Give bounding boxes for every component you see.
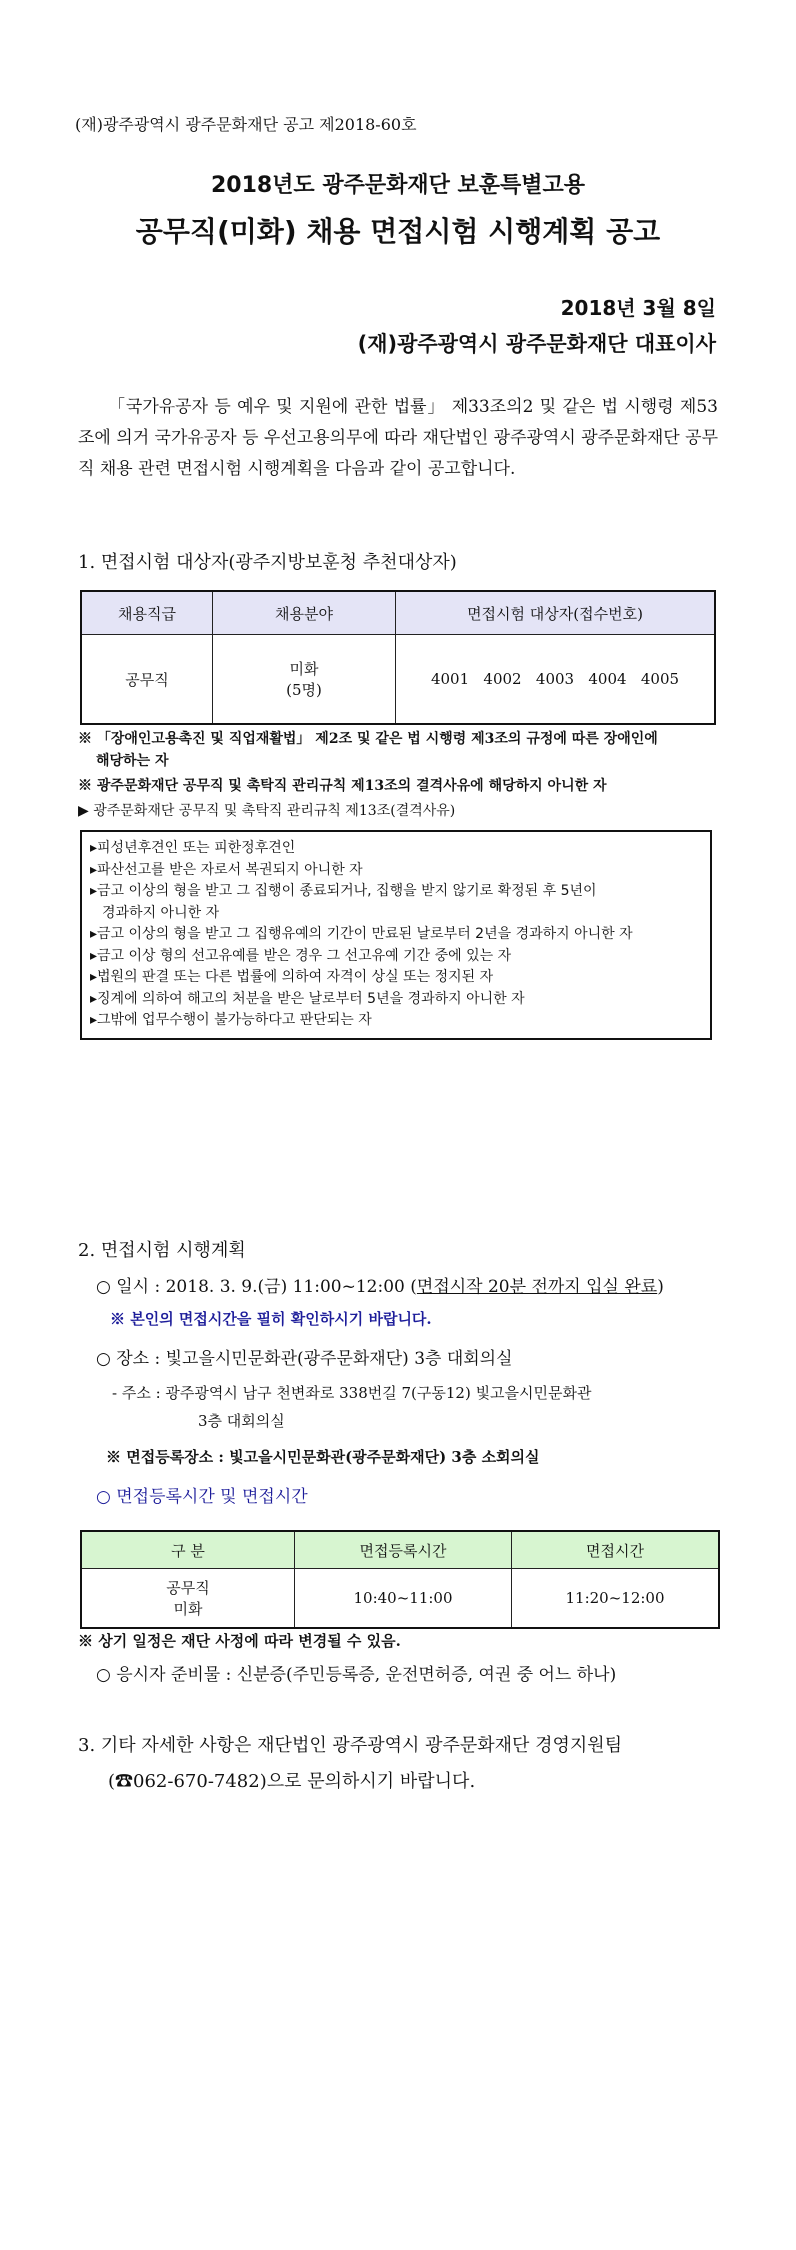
list-item: ▸금고 이상의 형을 받고 그 집행이 종료되거나, 집행을 받지 않기로 확정된 후 5년이 xyxy=(90,883,597,899)
candidates-table-header xyxy=(81,591,715,635)
schedule-prefix: ○ 일시 : 2018. 3. 9.(금) 11:00~12:00 ( xyxy=(96,1277,417,1297)
section-2-heading: 2. 면접시험 시행계획 xyxy=(78,1240,246,1261)
section-3-line-1: 3. 기타 자세한 사항은 재단법인 광주광역시 광주문화재단 경영지원팀 xyxy=(78,1735,623,1756)
header-category: 구 분 xyxy=(81,1531,295,1569)
schedule-note: ※ 본인의 면접시간을 필히 확인하시기 바랍니다. xyxy=(110,1310,432,1328)
section-3 xyxy=(78,1728,728,1800)
address-line-1: - 주소 : 광주광역시 남구 천변좌로 338번길 7(구동12) 빛고을시민문화관 xyxy=(112,1384,592,1402)
time-heading: ○ 면접등록시간 및 면접시간 xyxy=(96,1487,308,1507)
schedule-underlined: 면접시작 20분 전까지 입실 완료 xyxy=(416,1277,658,1297)
title-line-2: 공무직(미화) 채용 면접시험 시행계획 공고 xyxy=(135,215,661,248)
list-item: ▸법원의 판결 또는 다른 법률에 의하여 자격이 상실 또는 정지된 자 xyxy=(90,969,494,985)
title-line-1: 2018년도 광주문화재단 보훈특별고용 xyxy=(210,173,586,198)
note-disability: ※ 「장애인고용촉진 및 직업재활법」 제2조 및 같은 법 시행령 제3조의 규정에 따른 장애인에 xyxy=(78,731,658,747)
interview-time-table-header xyxy=(81,1531,719,1569)
intro-paragraph xyxy=(78,392,718,485)
disqualification-box xyxy=(80,830,712,1040)
section-3-line-2: (☎062-670-7482)으로 문의하시기 바랍니다. xyxy=(108,1771,476,1792)
header-field: 채용분야 xyxy=(213,591,396,635)
schedule-line xyxy=(96,1272,664,1297)
cell-registration-time: 10:40~11:00 xyxy=(295,1569,512,1629)
document-number: (재)광주광역시 광주문화재단 공고 제2018-60호 xyxy=(75,115,417,134)
list-item: ▸그밖에 업무수행이 불가능하다고 판단되는 자 xyxy=(90,1012,372,1028)
list-item: ▸징계에 의하여 해고의 처분을 받은 날로부터 5년을 경과하지 아니한 자 xyxy=(90,990,525,1007)
cell-candidates: 4001 4002 4003 4004 4005 xyxy=(396,635,716,725)
cell-interview-time: 11:20~12:00 xyxy=(512,1569,720,1629)
list-item: ▸금고 이상의 형을 받고 그 집행유예의 기간이 만료된 날로부터 2년을 경과하지 아니한 자 xyxy=(90,926,633,942)
header-registration-time: 면접등록시간 xyxy=(295,1531,512,1569)
cell-rank: 공무직 xyxy=(81,635,213,725)
announcement-date: 2018년 3월 8일 xyxy=(560,296,716,320)
cell-field xyxy=(213,635,396,725)
items-to-bring: ○ 응시자 준비물 : 신분증(주민등록증, 운전면허증, 여권 중 어느 하나) xyxy=(96,1665,617,1685)
header-rank: 채용직급 xyxy=(81,591,213,635)
cell-field-count: (5명) xyxy=(286,681,322,699)
issuer: (재)광주광역시 광주문화재단 대표이사 xyxy=(357,332,716,356)
registration-place: ※ 면접등록장소 : 빛고을시민문화관(광주문화재단) 3층 소회의실 xyxy=(106,1448,540,1466)
cell-category-line1: 공무직 xyxy=(166,1579,210,1597)
table-row xyxy=(81,635,715,725)
cell-field-name: 미화 xyxy=(289,660,319,678)
address-line-2: 3층 대회의실 xyxy=(198,1412,285,1430)
cell-category-line2: 미화 xyxy=(173,1600,203,1618)
list-item: ▸파산선고를 받은 자로서 복권되지 아니한 자 xyxy=(90,861,363,878)
interview-time-table xyxy=(80,1530,720,1629)
schedule-suffix: ) xyxy=(657,1277,664,1297)
list-item: ▸금고 이상 형의 선고유예를 받은 경우 그 선고유예 기간 중에 있는 자 xyxy=(90,947,512,964)
section-1-heading: 1. 면접시험 대상자(광주지방보훈청 추천대상자) xyxy=(78,552,457,573)
note-regulation: ▶ 광주문화재단 공무직 및 촉탁직 관리규칙 제13조(결격사유) xyxy=(78,803,456,819)
list-item: ▸피성년후견인 또는 피한정후견인 xyxy=(90,840,296,856)
change-note: ※ 상기 일정은 재단 사정에 따라 변경될 수 있음. xyxy=(78,1632,401,1650)
cell-category xyxy=(81,1569,295,1629)
intro-text: 「국가유공자 등 예우 및 지원에 관한 법률」 제33조의2 및 같은 법 시행령 제53조에 의거 국가유공자 등 우선고용의무에 따라 재단법인 광주광역시 광주문화재단 공무직 채용 관련 면접시험 시행계획을 다음과 같이 공고합니다. xyxy=(78,397,718,479)
table-row xyxy=(81,1569,719,1629)
list-item-cont: 경과하지 아니한 자 xyxy=(102,904,220,921)
candidates-table xyxy=(80,590,716,725)
header-candidates: 면접시험 대상자(접수번호) xyxy=(396,591,716,635)
place-line: ○ 장소 : 빛고을시민문화관(광주문화재단) 3층 대회의실 xyxy=(96,1349,513,1369)
note-disability-cont: 해당하는 자 xyxy=(96,753,169,769)
note-disqualification: ※ 광주문화재단 공무직 및 촉탁직 관리규칙 제13조의 결격사유에 해당하지 아니한 자 xyxy=(78,778,607,794)
header-interview-time: 면접시간 xyxy=(512,1531,720,1569)
